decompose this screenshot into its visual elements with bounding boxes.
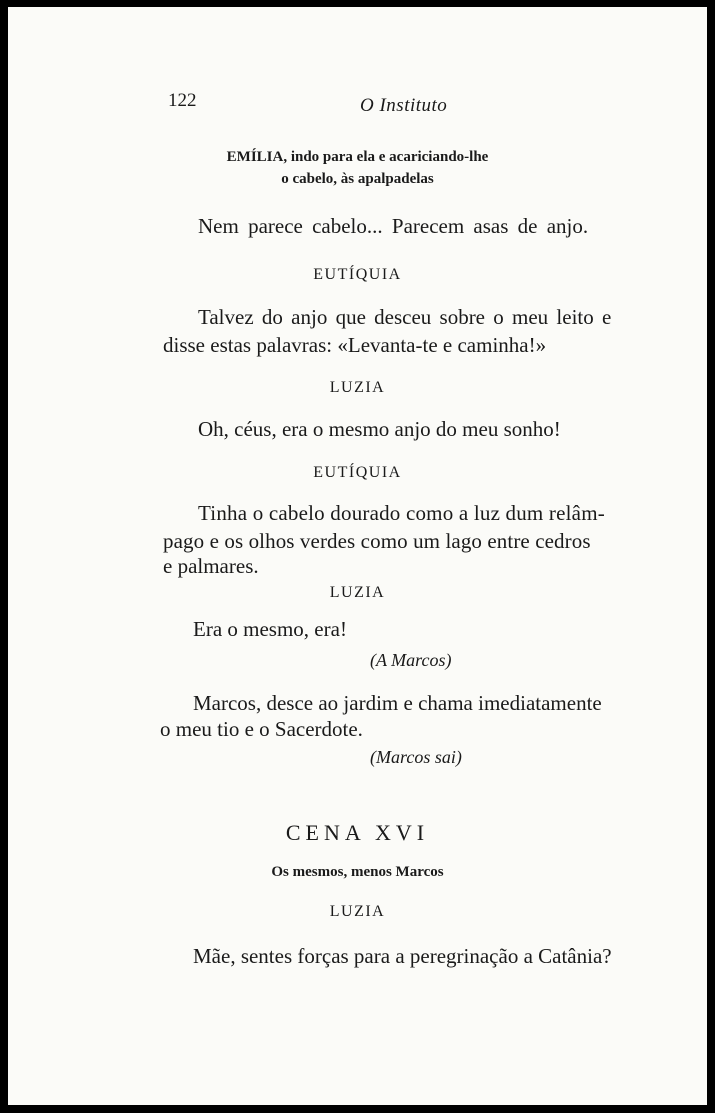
speaker-name: EUTÍQUIA [313, 266, 402, 283]
scene-note: Os mesmos, menos Marcos [271, 864, 444, 880]
scene-title: CENA XVI [285, 820, 430, 845]
dialogue-line: o meu tio e o Sacerdote. [160, 717, 363, 741]
dialogue-line: e palmares. [163, 554, 259, 578]
stage-direction: (Marcos sai) [370, 747, 462, 767]
dialogue-line: Nem parece cabelo... Parecem asas de anjo. [198, 214, 589, 238]
stage-direction-emilia-line-2: o cabelo, às apalpadelas [281, 171, 434, 187]
running-title: O Instituto [360, 95, 448, 116]
dialogue-line: Marcos, desce ao jardim e chama imediatamente [193, 691, 602, 715]
dialogue-line: Oh, céus, era o mesmo anjo do meu sonho! [198, 417, 561, 441]
page-number: 122 [168, 90, 197, 111]
dialogue-line: Mãe, sentes forças para a peregrinação a Catânia? [193, 944, 612, 968]
dialogue-line: Era o mesmo, era! [193, 617, 347, 641]
book-page [8, 7, 707, 1105]
speaker-name: LUZIA [329, 379, 386, 396]
speaker-name: LUZIA [329, 903, 386, 920]
stage-direction-emilia-line-1: EMÍLIA, indo para ela e acariciando-lhe [226, 149, 489, 165]
speaker-name: EUTÍQUIA [313, 464, 402, 481]
dialogue-line: Talvez do anjo que desceu sobre o meu leito e [198, 305, 612, 329]
speaker-name: LUZIA [329, 584, 386, 601]
stage-direction: (A Marcos) [370, 650, 452, 670]
dialogue-line: pago e os olhos verdes como um lago entre cedros [163, 529, 591, 553]
dialogue-line: disse estas palavras: «Levanta-te e caminha!» [163, 333, 547, 357]
dialogue-line: Tinha o cabelo dourado como a luz dum relâm- [198, 501, 605, 525]
